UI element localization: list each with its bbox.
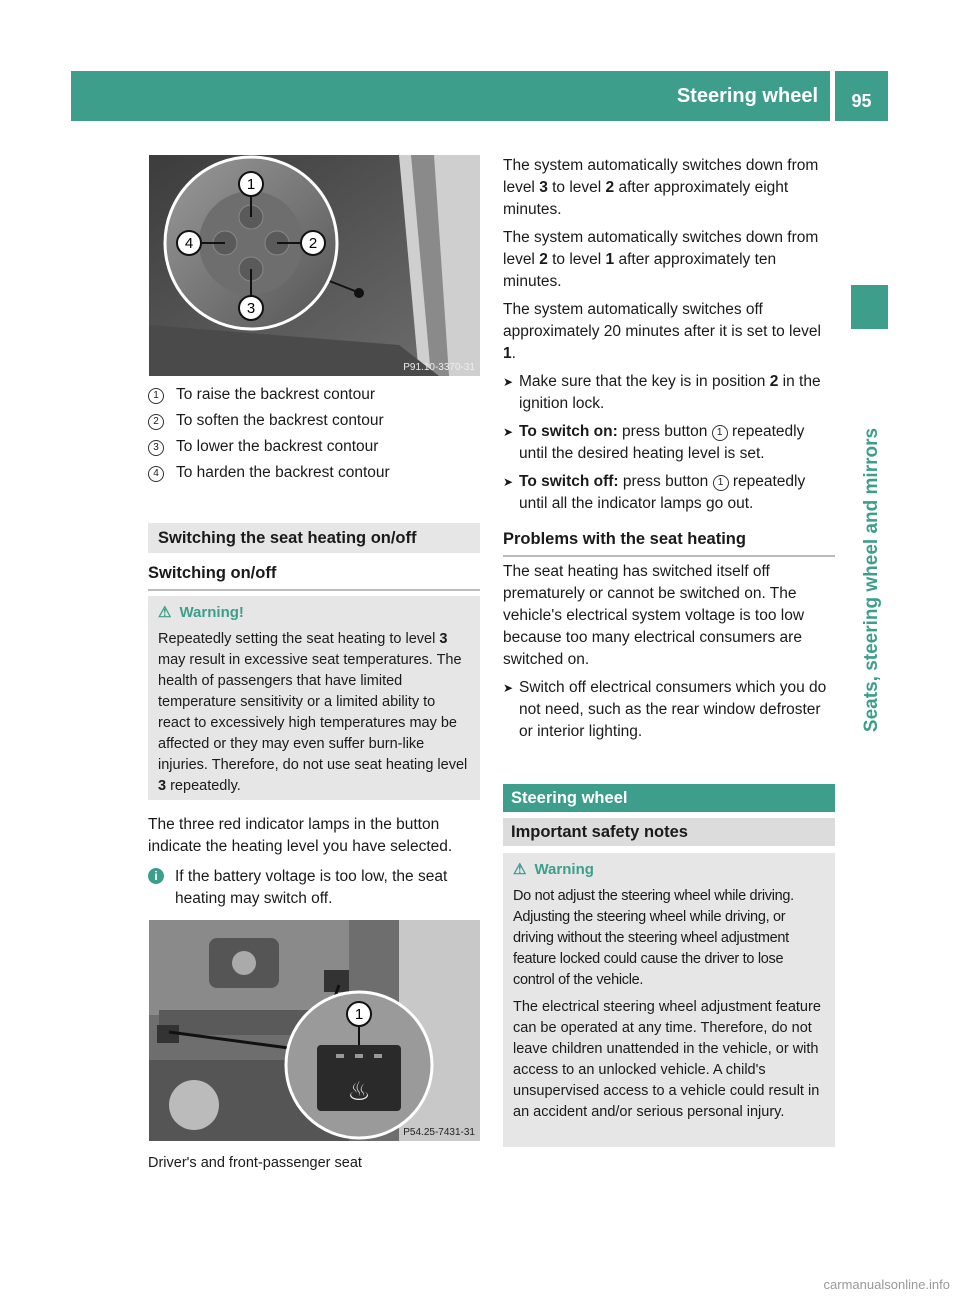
legend-item — [148, 412, 384, 430]
arrow-icon: ➤ — [503, 475, 514, 489]
callout-1: 1 — [354, 1006, 364, 1023]
legend-number: 1 — [148, 388, 164, 404]
right-column-text — [503, 561, 835, 749]
seat-heating-icon: ♨ — [347, 1077, 371, 1107]
paragraph: The system automatically switches off approximately 20 minutes after it is set to level 1. — [503, 301, 821, 362]
warning-title: Warning — [534, 861, 594, 878]
legend-item — [148, 464, 390, 482]
arrow-icon: ➤ — [503, 425, 514, 439]
info-text: If the battery voltage is too low, the seat heating may switch off. — [175, 868, 448, 907]
paragraph: The system automatically switches down from level 2 to level 1 after approximately ten minutes. — [503, 229, 819, 290]
watermark: carmanualsonline.info — [823, 1277, 950, 1292]
instruction-step: ➤ Make sure that the key is in position 2 in the ignition lock. — [503, 373, 821, 412]
instruction-step: ➤ To switch off: press button 1 repeatedly until all the indicator lamps go out. — [503, 473, 806, 512]
section-heading-steering: Steering wheel — [503, 784, 835, 812]
instruction-step: ➤ To switch on: press button 1 repeatedly until the desired heating level is set. — [503, 423, 805, 462]
warning-heading — [513, 859, 825, 880]
legend-number: 2 — [148, 414, 164, 430]
side-block — [851, 285, 888, 329]
subsection-heading: Problems with the seat heating — [503, 530, 835, 557]
arrow-icon: ➤ — [503, 681, 514, 695]
backrest-control-illustration — [149, 155, 480, 376]
info-icon: i — [148, 868, 164, 884]
legend-number: 3 — [148, 440, 164, 456]
legend-text: To soften the backrest contour — [176, 412, 384, 429]
running-title: Steering wheel — [676, 85, 818, 107]
warning-box — [148, 596, 480, 800]
legend-text: To harden the backrest contour — [176, 464, 390, 481]
warning-text: Repeatedly setting the seat heating to level 3 may result in excessive seat temperatures. The health of passengers that have limited temperature sensitivity or a limited ability to react to excessively high temperatures may be affected or they may even suffer burn-like injuries. Therefore, do not use seat heating level 3 repeatedly. — [158, 631, 468, 794]
figure-code: P91.10-3370-31 — [403, 362, 475, 373]
warning-triangle-icon: ⚠ — [158, 604, 172, 621]
side-tab-label: Seats, steering wheel and mirrors — [861, 427, 882, 733]
figure-backrest-control — [149, 155, 480, 376]
subsection-heading: Switching on/off — [148, 564, 480, 591]
paragraph: The system automatically switches down from level 3 to level 2 after approximately eight minutes. — [503, 157, 819, 218]
callout-1: 1 — [246, 176, 256, 193]
page-number: 95 — [835, 71, 888, 121]
callout-4: 4 — [184, 235, 194, 252]
section-heading: Switching the seat heating on/off — [148, 523, 480, 553]
warning-text: The electrical steering wheel adjustment feature can be operated at any time. Therefore, do not leave children unattended in the vehicle, or with access to an unlocked vehicle. A child's unsupervised access to a vehicle could result in an accident and/or serious personal injury. — [513, 999, 821, 1120]
section-heading-safety: Important safety notes — [503, 818, 835, 846]
legend-item — [148, 386, 375, 404]
callout-3: 3 — [246, 300, 256, 317]
instruction-step: ➤ Switch off electrical consumers which you do not need, such as the rear window defroster or interior lighting. — [503, 679, 827, 740]
warning-heading — [158, 602, 470, 623]
side-tab — [855, 345, 889, 815]
paragraph: The seat heating has switched itself off prematurely or cannot be switched on. The vehicle's electrical system voltage is too low because too many electrical consumers are switched on. — [503, 563, 805, 668]
paragraph: The three red indicator lamps in the button indicate the heating level you have selected. — [148, 816, 453, 855]
warning-triangle-icon: ⚠ — [513, 861, 527, 878]
callout-2: 2 — [308, 235, 318, 252]
legend-item — [148, 438, 378, 456]
legend-number: 4 — [148, 466, 164, 482]
figure-seat-heating-button — [149, 920, 480, 1141]
warning-box — [503, 853, 835, 1147]
seat-heating-illustration — [149, 920, 480, 1141]
warning-title: Warning! — [179, 604, 244, 621]
legend-text: To raise the backrest contour — [176, 386, 376, 403]
info-note — [148, 866, 480, 910]
figure-code: P54.25-7431-31 — [403, 1127, 475, 1138]
right-column-text — [503, 155, 835, 521]
header-bar — [71, 71, 830, 121]
warning-text: Do not adjust the steering wheel while driving. Adjusting the steering wheel while driving, or driving without the steering wheel adjustment feature locked could cause the driver to lose control of the vehicle. — [513, 888, 794, 988]
figure-caption: Driver's and front-passenger seat — [148, 1155, 362, 1171]
legend-text: To lower the backrest contour — [176, 438, 379, 455]
arrow-icon: ➤ — [503, 375, 514, 389]
